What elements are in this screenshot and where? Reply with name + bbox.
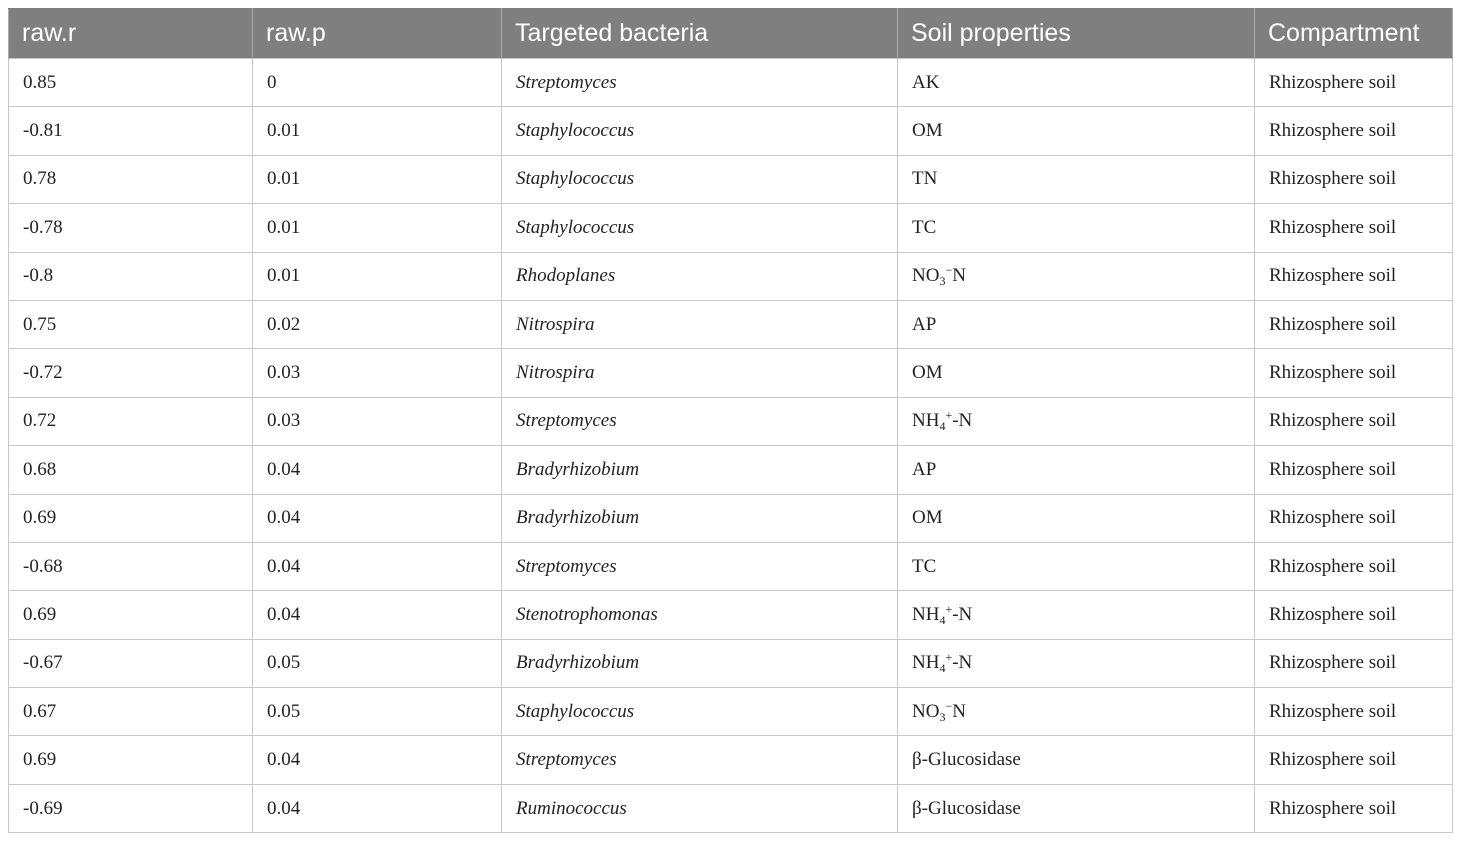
soil-property-sub: 3 [939, 274, 946, 289]
soil-property-text [912, 749, 1021, 770]
cell-soil-property [898, 591, 1255, 639]
table-row [9, 639, 1453, 687]
cell-raw-p: 0.02 [253, 300, 502, 348]
soil-property-text [912, 650, 973, 676]
cell-raw-r: 0.72 [9, 397, 253, 445]
cell-raw-p: 0.01 [253, 204, 502, 252]
table-row [9, 59, 1453, 107]
cell-raw-r: 0.69 [9, 591, 253, 639]
cell-targeted-bacteria: Staphylococcus [502, 204, 898, 252]
soil-property-sub: 4 [939, 661, 946, 676]
column-header-raw-p: raw.p [253, 9, 502, 59]
soil-property-suffix: N [952, 700, 966, 722]
cell-compartment: Rhizosphere soil [1255, 639, 1453, 687]
correlation-table [8, 8, 1453, 833]
cell-soil-property [898, 688, 1255, 736]
soil-property-suffix: -N [952, 603, 973, 625]
cell-compartment: Rhizosphere soil [1255, 542, 1453, 590]
soil-property-base: NH [912, 652, 940, 674]
soil-property-base: TC [912, 216, 937, 238]
table-row [9, 155, 1453, 203]
column-header-targeted-bacteria: Targeted bacteria [502, 9, 898, 59]
cell-raw-r: -0.69 [9, 784, 253, 832]
cell-compartment: Rhizosphere soil [1255, 494, 1453, 542]
soil-property-base: NH [912, 603, 940, 625]
table-row [9, 252, 1453, 300]
soil-property-sup: − [945, 698, 953, 713]
soil-property-sup: + [945, 650, 953, 665]
cell-raw-r: -0.78 [9, 204, 253, 252]
cell-targeted-bacteria: Bradyrhizobium [502, 446, 898, 494]
cell-raw-r: 0.78 [9, 155, 253, 203]
cell-compartment: Rhizosphere soil [1255, 688, 1453, 736]
cell-raw-p: 0.01 [253, 155, 502, 203]
cell-compartment: Rhizosphere soil [1255, 736, 1453, 784]
soil-property-text [912, 120, 943, 141]
cell-raw-p: 0.04 [253, 736, 502, 784]
cell-raw-p: 0.05 [253, 639, 502, 687]
soil-property-suffix: N [952, 265, 966, 287]
cell-raw-p: 0 [253, 59, 502, 107]
table-row [9, 204, 1453, 252]
cell-soil-property [898, 397, 1255, 445]
soil-property-base: OM [912, 507, 943, 529]
column-header-raw-r: raw.r [9, 9, 253, 59]
soil-property-base: TN [912, 168, 938, 190]
soil-property-text [912, 72, 939, 93]
table-row [9, 688, 1453, 736]
cell-compartment: Rhizosphere soil [1255, 155, 1453, 203]
table-container [8, 8, 1452, 833]
cell-soil-property [898, 204, 1255, 252]
table-row [9, 736, 1453, 784]
cell-targeted-bacteria: Bradyrhizobium [502, 494, 898, 542]
soil-property-text [912, 601, 973, 627]
table-row [9, 397, 1453, 445]
soil-property-base: TC [912, 555, 937, 577]
cell-soil-property [898, 155, 1255, 203]
cell-compartment: Rhizosphere soil [1255, 349, 1453, 397]
soil-property-base: β-Glucosidase [912, 749, 1021, 771]
soil-property-text [912, 798, 1021, 819]
soil-property-suffix: -N [952, 410, 973, 432]
soil-property-base: NO [912, 700, 940, 722]
cell-compartment: Rhizosphere soil [1255, 784, 1453, 832]
soil-property-text [912, 362, 943, 383]
table-row [9, 446, 1453, 494]
soil-property-base: NH [912, 410, 940, 432]
table-header [9, 9, 1453, 59]
table-row [9, 784, 1453, 832]
cell-targeted-bacteria: Nitrospira [502, 349, 898, 397]
soil-property-text [912, 459, 936, 480]
soil-property-sup: + [945, 408, 953, 423]
cell-targeted-bacteria: Staphylococcus [502, 688, 898, 736]
table-row [9, 349, 1453, 397]
cell-targeted-bacteria: Staphylococcus [502, 155, 898, 203]
cell-raw-p: 0.05 [253, 688, 502, 736]
cell-raw-p: 0.04 [253, 784, 502, 832]
soil-property-text [912, 314, 936, 335]
cell-compartment: Rhizosphere soil [1255, 107, 1453, 155]
soil-property-suffix: -N [952, 652, 973, 674]
cell-raw-p: 0.04 [253, 591, 502, 639]
soil-property-base: OM [912, 362, 943, 384]
cell-targeted-bacteria: Streptomyces [502, 397, 898, 445]
soil-property-text [912, 556, 936, 577]
header-row [9, 9, 1453, 59]
cell-soil-property [898, 784, 1255, 832]
cell-raw-r: 0.68 [9, 446, 253, 494]
cell-raw-p: 0.04 [253, 446, 502, 494]
soil-property-base: OM [912, 120, 943, 142]
cell-targeted-bacteria: Streptomyces [502, 542, 898, 590]
cell-compartment: Rhizosphere soil [1255, 300, 1453, 348]
cell-raw-r: -0.8 [9, 252, 253, 300]
cell-targeted-bacteria: Nitrospira [502, 300, 898, 348]
cell-compartment: Rhizosphere soil [1255, 591, 1453, 639]
soil-property-base: NO [912, 265, 940, 287]
table-body [9, 59, 1453, 833]
cell-raw-r: 0.69 [9, 736, 253, 784]
cell-soil-property [898, 59, 1255, 107]
cell-raw-r: 0.85 [9, 59, 253, 107]
soil-property-sub: 3 [939, 709, 946, 724]
soil-property-base: AP [912, 458, 937, 480]
soil-property-sup: + [945, 601, 953, 616]
column-header-soil-properties: Soil properties [898, 9, 1255, 59]
cell-soil-property [898, 542, 1255, 590]
cell-compartment: Rhizosphere soil [1255, 204, 1453, 252]
cell-raw-p: 0.04 [253, 494, 502, 542]
table-row [9, 107, 1453, 155]
table-row [9, 542, 1453, 590]
cell-targeted-bacteria: Streptomyces [502, 59, 898, 107]
cell-targeted-bacteria: Rhodoplanes [502, 252, 898, 300]
cell-compartment: Rhizosphere soil [1255, 446, 1453, 494]
soil-property-text [912, 168, 937, 189]
cell-raw-r: 0.69 [9, 494, 253, 542]
cell-raw-p: 0.01 [253, 107, 502, 155]
cell-compartment: Rhizosphere soil [1255, 59, 1453, 107]
soil-property-text [912, 217, 936, 238]
column-header-compartment: Compartment [1255, 9, 1453, 59]
cell-raw-p: 0.01 [253, 252, 502, 300]
soil-property-text [912, 408, 973, 434]
cell-raw-p: 0.04 [253, 542, 502, 590]
cell-soil-property [898, 300, 1255, 348]
cell-compartment: Rhizosphere soil [1255, 252, 1453, 300]
soil-property-sub: 4 [939, 612, 946, 627]
soil-property-text [912, 507, 943, 528]
cell-targeted-bacteria: Ruminococcus [502, 784, 898, 832]
cell-soil-property [898, 349, 1255, 397]
table-row [9, 494, 1453, 542]
soil-property-base: AP [912, 313, 937, 335]
cell-raw-r: -0.68 [9, 542, 253, 590]
soil-property-text [912, 263, 966, 289]
cell-compartment: Rhizosphere soil [1255, 397, 1453, 445]
cell-soil-property [898, 107, 1255, 155]
cell-soil-property [898, 252, 1255, 300]
cell-targeted-bacteria: Staphylococcus [502, 107, 898, 155]
cell-raw-p: 0.03 [253, 397, 502, 445]
cell-soil-property [898, 639, 1255, 687]
table-row [9, 591, 1453, 639]
cell-soil-property [898, 494, 1255, 542]
soil-property-sub: 4 [939, 419, 946, 434]
table-row [9, 300, 1453, 348]
cell-raw-r: 0.75 [9, 300, 253, 348]
cell-raw-r: 0.67 [9, 688, 253, 736]
cell-soil-property [898, 446, 1255, 494]
soil-property-sup: − [945, 263, 953, 278]
cell-targeted-bacteria: Bradyrhizobium [502, 639, 898, 687]
cell-raw-p: 0.03 [253, 349, 502, 397]
cell-soil-property [898, 736, 1255, 784]
cell-raw-r: -0.67 [9, 639, 253, 687]
cell-raw-r: -0.81 [9, 107, 253, 155]
soil-property-base: AK [912, 71, 940, 93]
soil-property-base: β-Glucosidase [912, 797, 1021, 819]
cell-raw-r: -0.72 [9, 349, 253, 397]
cell-targeted-bacteria: Stenotrophomonas [502, 591, 898, 639]
cell-targeted-bacteria: Streptomyces [502, 736, 898, 784]
soil-property-text [912, 698, 966, 724]
